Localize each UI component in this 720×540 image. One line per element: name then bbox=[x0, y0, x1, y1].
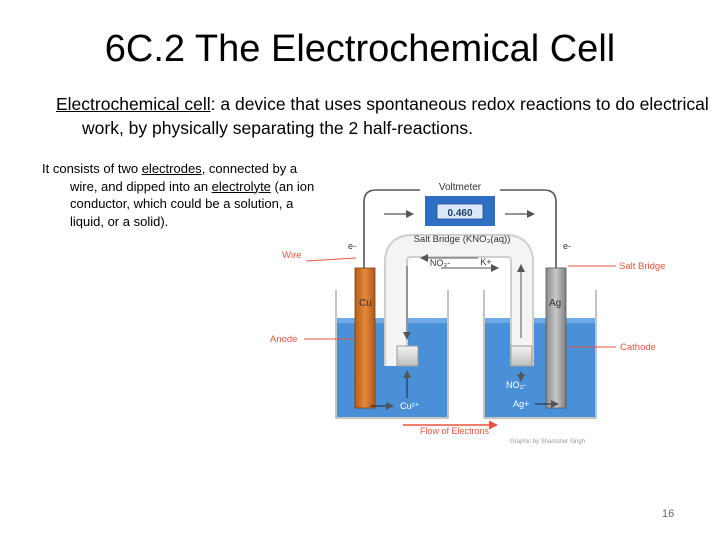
copper-electrode bbox=[355, 268, 375, 408]
salt-bridge-callout-label: Salt Bridge bbox=[619, 261, 666, 272]
definition-body: : a device that uses spontaneous redox reactions to do electrical work, by physically separating the 2 half-reactions. bbox=[82, 94, 709, 138]
anode-label: Anode bbox=[270, 334, 298, 345]
term-electrolyte: electrolyte bbox=[211, 178, 271, 194]
voltmeter-reading: 0.460 bbox=[447, 208, 473, 219]
copper-label: Cu bbox=[359, 298, 372, 309]
wire-callout-line bbox=[306, 258, 356, 261]
consists-part-1: It consists of two bbox=[42, 161, 142, 176]
cathode-label: Cathode bbox=[620, 342, 656, 353]
nitrate-top-label: NO₃- bbox=[429, 258, 451, 268]
left-plug bbox=[397, 346, 418, 366]
silver-electrode bbox=[546, 268, 566, 408]
term-electrodes: electrodes bbox=[141, 161, 202, 176]
potassium-label: K+ bbox=[480, 257, 492, 267]
slide-title: 6C.2 The Electrochemical Cell bbox=[104, 28, 616, 70]
wire-callout-label: Wire bbox=[282, 250, 302, 261]
voltmeter-label: Voltmeter bbox=[438, 182, 482, 193]
consists-part-2: , connected by a wire, and dipped into an bbox=[70, 161, 298, 194]
right-solution bbox=[485, 318, 595, 417]
right-plug bbox=[511, 346, 532, 366]
graphic-credit: Graphic by Shamsher Singh bbox=[510, 439, 586, 445]
salt-bridge-tube bbox=[396, 246, 532, 366]
page-number: 16 bbox=[662, 508, 675, 520]
electron-right-label: e- bbox=[562, 241, 572, 251]
electron-left-label: e- bbox=[347, 241, 357, 251]
silver-label: Ag bbox=[549, 298, 562, 309]
silver-ion-label: Ag+ bbox=[513, 399, 530, 409]
term-electrochemical-cell: Electrochemical cell bbox=[56, 94, 211, 114]
salt-bridge-formula: Salt Bridge (KNO₃(aq)) bbox=[413, 234, 511, 245]
right-beaker bbox=[484, 290, 596, 418]
cu2-label: Cu²⁺ bbox=[400, 401, 420, 411]
electron-flow-label: Flow of Electrons bbox=[420, 426, 490, 436]
consists-part-3: (an ion conductor, which could be a solution, a liquid, or a solid). bbox=[70, 178, 315, 229]
nitrate-bottom-label: NO₃- bbox=[506, 380, 527, 390]
